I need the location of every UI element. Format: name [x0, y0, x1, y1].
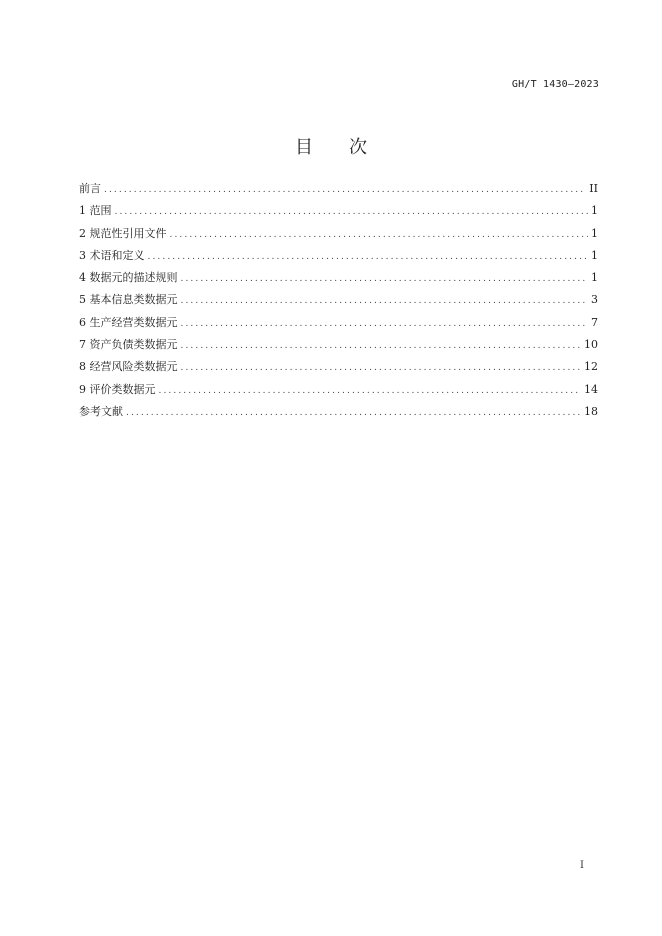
toc-leader-dots	[104, 185, 586, 195]
toc-entry-assets-liabilities[interactable]	[79, 336, 598, 358]
toc-entry-terms-definitions[interactable]	[79, 247, 598, 269]
toc-leader-dots	[126, 408, 581, 418]
toc-entry-evaluation[interactable]	[79, 381, 598, 403]
toc-entry-production-operation[interactable]	[79, 314, 598, 336]
toc-entry-label: 参考文献	[79, 404, 123, 418]
toc-entry-label: 7 资产负债类数据元	[79, 338, 178, 352]
toc-entry-bibliography[interactable]	[79, 403, 598, 425]
toc-entry-description-rules[interactable]	[79, 269, 598, 291]
toc-leader-dots	[181, 341, 582, 351]
toc-list	[79, 180, 598, 425]
toc-entry-foreword[interactable]	[79, 180, 598, 202]
toc-entry-page: 3	[591, 293, 598, 307]
toc-entry-label: 6 生产经营类数据元	[79, 315, 178, 329]
toc-entry-page: 14	[584, 382, 598, 396]
toc-entry-page: 1	[591, 271, 598, 285]
toc-entry-operational-risk[interactable]	[79, 358, 598, 380]
toc-leader-dots	[181, 363, 582, 373]
toc-entry-page: 1	[591, 226, 598, 240]
toc-entry-page: 18	[584, 404, 598, 418]
toc-entry-page: 7	[591, 315, 598, 329]
toc-entry-basic-info[interactable]	[79, 291, 598, 313]
toc-leader-dots	[115, 207, 589, 217]
toc-leader-dots	[181, 319, 589, 329]
toc-entry-page: 10	[584, 338, 598, 352]
toc-entry-page: 1	[591, 248, 598, 262]
toc-entry-normative-references[interactable]	[79, 225, 598, 247]
toc-leader-dots	[181, 296, 589, 306]
page-number: I	[580, 860, 584, 871]
toc-entry-label: 1 范围	[79, 204, 112, 218]
toc-entry-label: 8 经营风险类数据元	[79, 360, 178, 374]
toc-leader-dots	[170, 230, 589, 240]
toc-entry-label: 5 基本信息类数据元	[79, 293, 178, 307]
toc-leader-dots	[148, 252, 589, 262]
toc-leader-dots	[159, 386, 582, 396]
toc-entry-label: 2 规范性引用文件	[79, 226, 167, 240]
toc-entry-page: 12	[584, 360, 598, 374]
toc-entry-label: 3 术语和定义	[79, 248, 145, 262]
toc-entry-label: 4 数据元的描述规则	[79, 271, 178, 285]
standard-code: GH/T 1430—2023	[511, 79, 599, 90]
toc-entry-scope[interactable]	[79, 202, 598, 224]
toc-entry-page: II	[589, 182, 598, 195]
toc-leader-dots	[181, 274, 589, 284]
toc-entry-label: 9 评价类数据元	[79, 382, 156, 396]
toc-entry-label: 前言	[79, 182, 101, 195]
toc-entry-page: 1	[591, 204, 598, 218]
toc-title: 目次	[295, 137, 403, 158]
